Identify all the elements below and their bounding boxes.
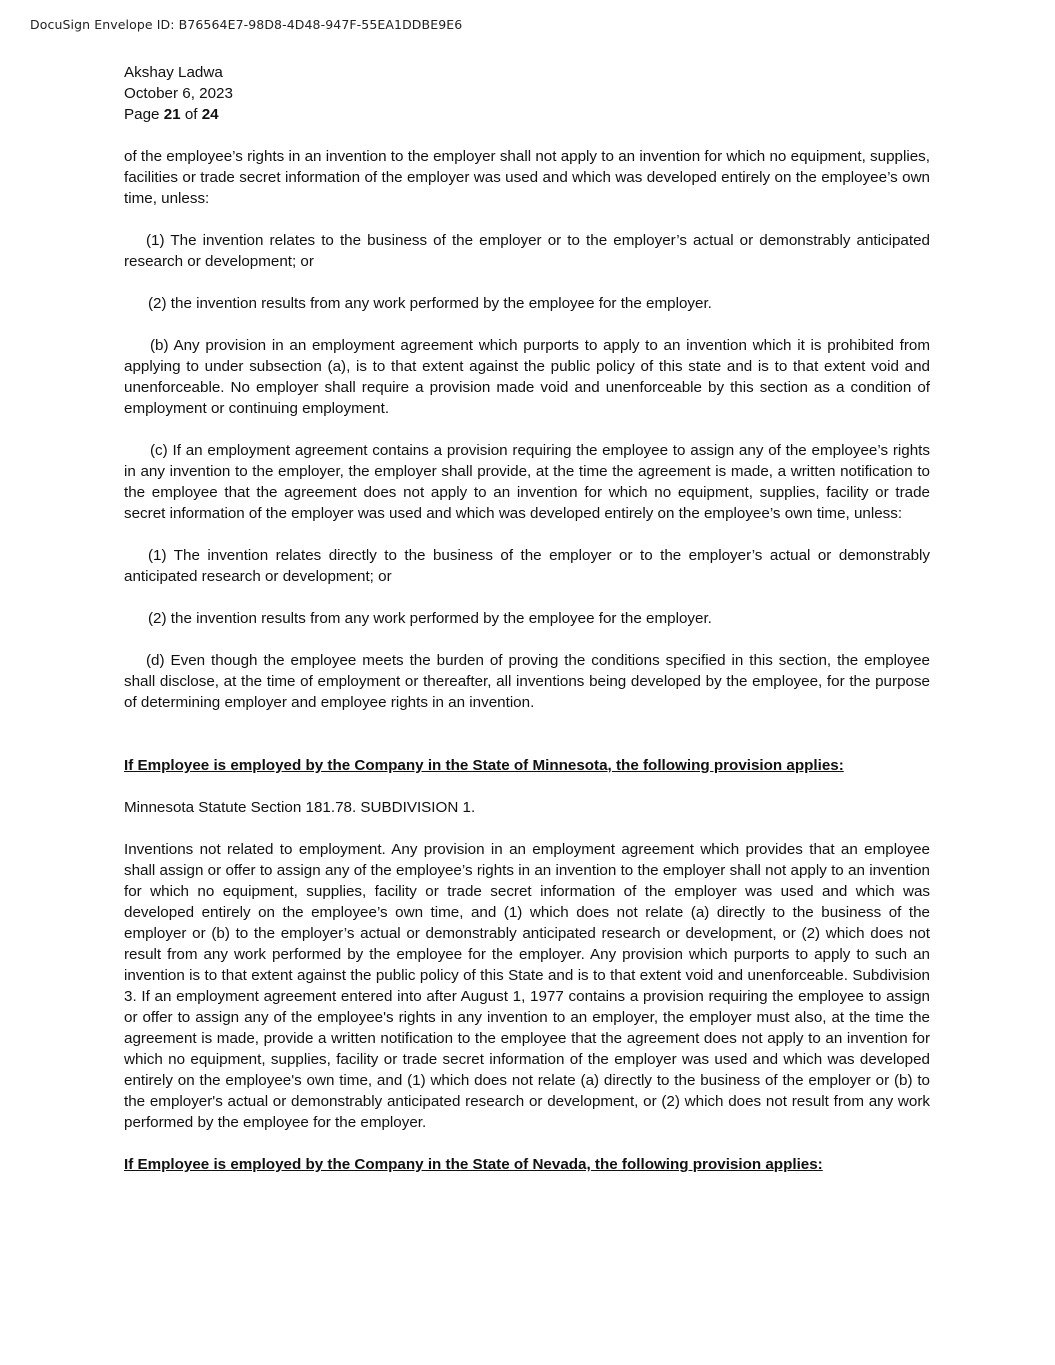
document-page [124,62,930,1196]
clause-c-2: (2) the invention results from any work performed by the employee for the employer. [148,610,712,627]
clause-a-2: (2) the invention results from any work performed by the employee for the employer. [148,295,712,312]
clause-c: (c) If an employment agreement contains a provision requiring the employee to assign any of the employee’s rights in any invention to the employer, the employer shall provide, at the time the agreement is made, a written notification to the employee that the agreement does not apply to an invention for which no equipment, supplies, facility or trade secret information of the employer was used and which was developed entirely on the employee’s own time, unless: [124,442,930,522]
minnesota-body: Inventions not related to employment. Any provision in an employment agreement which provides that an employee shall assign or offer to assign any of the employee’s rights in an invention to the employer shall not apply to an invention for which no equipment, supplies, facility or trade secret information of the employer was used and which was developed entirely on the employee’s own time, and (1) which does not relate (a) directly to the business of the employer or (b) to the employer’s actual or demonstrably anticipated research or development, or (2) which does not result from any work performed by the employee for the employer. Any provision which purports to apply to such an invention is to that extent against the public policy of this State and is to that extent void and unenforceable. Subdivision 3. If an employment agreement entered into after August 1, 1977 contains a provision requiring the employee to assign or offer to assign any of the employee's rights in any invention to an employer, the employer must also, at the time the agreement is made, provide a written notification to the employee that the agreement does not apply to an invention for which no equipment, supplies, facility or trade secret information of the employer was used and which was developed entirely on the employee's own time, and (1) which does not relate (a) directly to the business of the employer or (b) to the employer's actual or demonstrably anticipated research or development, or (2) which does not result from any work performed by the employee for the employer. [124,841,930,1131]
minnesota-heading: If Employee is employed by the Company in the State of Minnesota, the following provision applies: [124,757,844,774]
clause-a-1: (1) The invention relates to the business of the employer or to the employer’s actual or demonstrably anticipated research or development; or [124,232,930,270]
clause-d: (d) Even though the employee meets the burden of proving the conditions specified in this section, the employee shall disclose, at the time of employment or thereafter, all inventions being developed by the employee, for the purpose of determining employer and employee rights in an invention. [124,652,930,711]
page-number [124,104,930,125]
letter-header [124,62,930,125]
page-total: 24 [201,106,219,123]
clause-b: (b) Any provision in an employment agreement which purports to apply to an invention which it is prohibited from applying to under subsection (a), is to that extent against the public policy of this state and is to that extent void and unenforceable. No employer shall require a provision made void and unenforceable by this section as a condition of employment or continuing employment. [124,337,930,417]
page-prefix: Page [124,106,164,123]
nevada-heading: If Employee is employed by the Company in the State of Nevada, the following provision applies: [124,1156,823,1173]
letter-date: October 6, 2023 [124,85,233,102]
page-of: of [180,106,202,123]
envelope-id: DocuSign Envelope ID: B76564E7-98D8-4D48-947F-55EA1DDBE9E6 [30,17,463,32]
minnesota-statute: Minnesota Statute Section 181.78. SUBDIVISION 1. [124,799,476,816]
recipient-name: Akshay Ladwa [124,64,223,81]
paragraph-continuation: of the employee’s rights in an invention to the employer shall not apply to an invention for which no equipment, supplies, facilities or trade secret information of the employer was used and which was developed entirely on the employee’s own time, unless: [124,148,930,207]
page-current: 21 [163,106,181,123]
clause-c-1: (1) The invention relates directly to the business of the employer or to the employer’s actual or demonstrably anticipated research or development; or [124,547,930,585]
